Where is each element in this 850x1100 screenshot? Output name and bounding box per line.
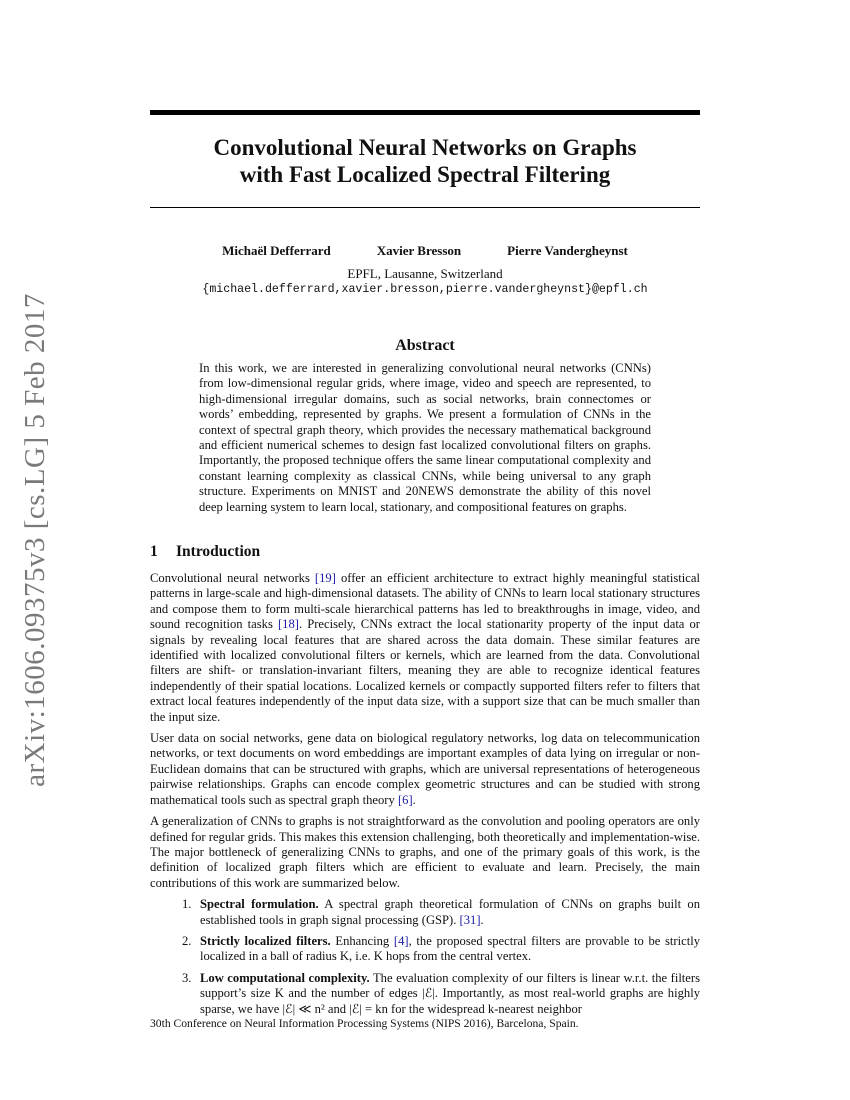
paragraph-text: Convolutional neural networks [150,571,315,585]
author-2: Xavier Bresson [376,243,462,258]
citation-link[interactable]: [31] [459,912,481,927]
title-line-2: with Fast Localized Spectral Filtering [239,162,611,187]
contribution-tail: . [480,912,484,927]
title-rule [150,207,700,208]
contribution-index: 1. [182,897,192,912]
contribution-text: A spectral graph theoretical formulation of CNNs on graphs built on established tools in graph signal processing (GSP). [200,897,700,927]
paragraph-text: User data on social networks, gene data on biological regulatory networks, log data on telecommunication networks, or text documents on word embeddings are important examples of data lying on irregular or non-Euclidean domains that can be structured with graphs, which are universal representations of heterogeneous pairwise relationships. Graphs can encode complex geometric structures and can be studied with strong mathematical tools such as spectral graph theory [150,731,700,807]
citation-link[interactable]: [19] [314,571,336,585]
contribution-item [182,933,700,965]
conference-footnote: 30th Conference on Neural Information Processing Systems (NIPS 2016), Barcelona, Spain. [150,1017,579,1030]
paragraph-1 [150,571,700,725]
section-number: 1 [150,543,158,560]
contribution-tail: , the proposed spectral filters are provable to be strictly localized in a ball of radius K, i.e. K hops from the central vertex. [200,933,700,964]
contribution-lead: Strictly localized filters. [200,933,331,948]
contribution-text: The evaluation complexity of our filters is linear w.r.t. the filters support’s size K and the number of edges |ℰ|. Importantly, as most real-world graphs are highly sparse, we have |ℰ| ≪ n² and |ℰ| = kn for the widespread k-nearest neighbor [200,970,700,1016]
contribution-lead: Low computational complexity. [200,970,370,985]
author-1: Michaël Defferrard [222,243,331,258]
author-emails: {michael.defferrard,xavier.bresson,pierre.vandergheynst}@epfl.ch [202,283,648,296]
contribution-item [182,970,700,1017]
abstract-text: In this work, we are interested in generalizing convolutional neural networks (CNNs) from low-dimensional regular grids, where image, video and speech are represented, to high-dimensional irregular domains, such as social networks, brain connectomes or words’ embedding, represented by graphs. We present a formulation of CNNs in the context of spectral graph theory, which provides the necessary mathematical background and efficient numerical schemes to design fast localized convolutional filters on graphs. Importantly, the proposed technique offers the same linear computational complexity and constant learning complexity as classical CNNs, while being universal to any graph structure. Experiments on MNIST and 20NEWS demonstrate the ability of this novel deep learning system to learn local, stationary, and compositional features on graphs. [199,361,651,514]
citation-link[interactable]: [18] [277,617,299,632]
top-rule [150,110,700,115]
contributions-list [150,897,700,1017]
introduction-body [150,571,700,1023]
title-line-1: Convolutional Neural Networks on Graphs [213,135,637,160]
author-list [150,243,700,259]
paragraph-text: offer an efficient architecture to extract highly meaningful statistical patterns in large-scale and high-dimensional datasets. The ability of CNNs to learn local stationary structures and compose them to form multi-scale hierarchical patterns has led to breakthroughs in image, video, and sound recognition tasks [150,571,700,632]
paragraph-2 [150,731,700,808]
contribution-item [182,897,700,928]
contribution-lead: Spectral formulation. [200,897,319,912]
section-title: Introduction [176,543,261,560]
paragraph-3: A generalization of CNNs to graphs is not straightforward as the convolution and pooling operators are only defined for regular grids. This makes this extension challenging, both theoretically and implementation-wise. The major bottleneck of generalizing CNNs to graphs, and one of the primary goals of this work, is the definition of localized graph filters which are efficient to evaluate and learn. Precisely, the main contributions of this work are summarized below. [150,814,700,890]
contribution-index: 2. [182,933,192,948]
author-3: Pierre Vandergheynst [507,243,628,258]
paper-title [150,134,700,188]
section-heading-introduction [150,543,700,561]
citation-link[interactable]: [6] [397,792,413,807]
citation-link[interactable]: [4] [393,933,409,948]
contribution-index: 3. [182,970,192,985]
paragraph-text: . [412,792,416,807]
contribution-text: Enhancing [330,933,394,948]
affiliation: EPFL, Lausanne, Switzerland [347,266,503,281]
paragraph-text: . Precisely, CNNs extract the local stationarity property of the input data or signals by revealing local features that are shared across the data domain. These similar features are identified with localized convolutional filters or kernels, which are learned from the data. Convolutional filters are shift- or translation-invariant filters, meaning they are able to recognize identical features independently of their spatial locations. Localized kernels or compactly supported filters refer to filters that extract local features independently of the input data size, with a support size that can be much smaller than the input size. [150,617,700,724]
arxiv-identifier-stamp: arXiv:1606.09375v3 [cs.LG] 5 Feb 2017 [19,293,51,787]
abstract-heading: Abstract [395,337,455,354]
